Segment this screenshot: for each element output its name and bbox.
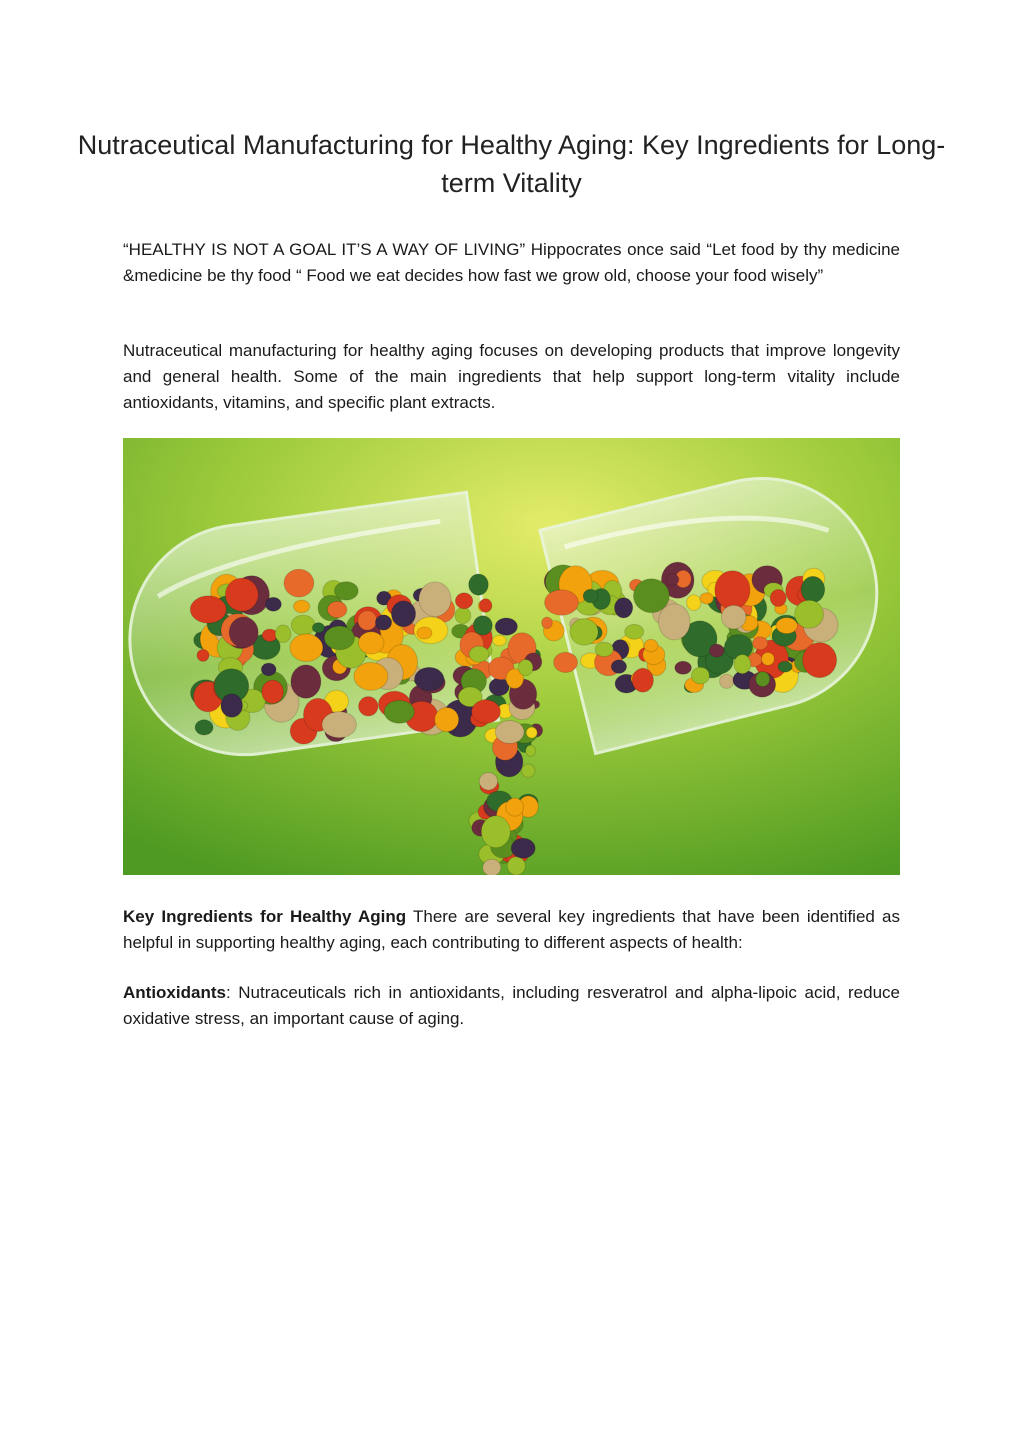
fruit-piece: [495, 618, 517, 635]
fruit-piece: [415, 667, 444, 690]
fruit-piece: [526, 745, 536, 756]
quote-paragraph: “HEALTHY IS NOT A GOAL IT’S A WAY OF LIVING” Hippocrates once said “Let food by thy medicine &medicine be thy food “ Food we eat decides how fast we grow old, choose your food wisely”: [123, 240, 900, 285]
fruit-piece: [312, 623, 324, 633]
fruit-piece: [721, 605, 746, 629]
fruit-piece: [384, 700, 414, 723]
fruit-piece: [190, 596, 226, 623]
fruit-piece: [776, 618, 797, 634]
fruit-piece: [291, 615, 315, 635]
fruit-piece: [554, 652, 578, 672]
fruit-piece: [666, 574, 679, 586]
fruit-piece: [542, 617, 553, 628]
fruit-piece: [419, 582, 451, 617]
key-ingredients-paragraph: [123, 904, 900, 956]
antioxidants-text: Nutraceuticals rich in antioxidants, including resveratrol and alpha-lipoic acid, reduce oxidative stress, an important cause of aging.: [123, 983, 900, 1028]
fruit-piece: [225, 578, 258, 611]
fruit-piece: [659, 604, 691, 640]
fruit-piece: [358, 632, 384, 654]
fruit-piece: [570, 619, 598, 646]
capsule-fruits-image: [123, 438, 900, 875]
fruit-piece: [615, 598, 633, 618]
fruit-piece: [709, 644, 724, 657]
fruit-piece: [375, 615, 391, 630]
key-ingredients-text: There are several key ingredients that have been identified as helpful in supporting healthy aging, each contributing to different aspects of health:: [123, 907, 900, 952]
fruit-piece: [632, 668, 653, 692]
antioxidants-term: Antioxidants: [123, 983, 226, 1002]
fruit-piece: [455, 593, 472, 609]
fruit-piece: [511, 838, 535, 858]
fruit-piece: [634, 579, 670, 613]
fruit-piece: [469, 574, 489, 595]
fruit-piece: [493, 635, 507, 646]
fruit-piece: [455, 607, 471, 623]
fruit-piece: [691, 667, 709, 684]
fruit-piece: [521, 764, 535, 777]
fruit-piece: [770, 590, 786, 607]
fruit-piece: [495, 721, 524, 744]
fruit-piece: [734, 655, 751, 674]
fruit-piece: [507, 857, 525, 875]
fruit-piece: [778, 661, 792, 672]
fruit-piece: [275, 625, 291, 643]
fruit-piece: [359, 697, 378, 716]
fruit-piece: [720, 674, 734, 688]
fruit-piece: [611, 660, 626, 673]
fruit-piece: [284, 569, 314, 597]
fruit-piece: [756, 672, 770, 687]
fruit-piece: [221, 694, 243, 717]
page-title: Nutraceutical Manufacturing for Healthy Aging: Key Ingredients for Long-term Vitality: [77, 130, 946, 198]
fruit-piece: [687, 595, 701, 611]
fruit-piece: [700, 593, 713, 604]
fruit-piece: [644, 639, 658, 651]
fruit-piece: [195, 720, 213, 735]
fruit-piece: [625, 624, 644, 639]
antioxidants-paragraph: [123, 980, 900, 1032]
fruit-piece: [803, 643, 837, 678]
fruit-piece: [762, 652, 775, 665]
fruit-piece: [801, 576, 825, 602]
fruit-piece: [479, 773, 497, 791]
antioxidants-separator: :: [225, 983, 231, 1002]
fruit-piece: [595, 642, 613, 656]
fruit-piece: [322, 712, 356, 738]
fruit-piece: [261, 663, 276, 676]
fruit-piece: [583, 589, 598, 603]
fruit-piece: [417, 627, 432, 639]
fruit-piece: [265, 597, 281, 611]
fruit-piece: [481, 816, 510, 848]
fruit-piece: [435, 708, 459, 732]
fruit-piece: [229, 617, 258, 648]
fruit-piece: [479, 599, 491, 612]
fruit-piece: [324, 626, 354, 650]
fruit-piece: [506, 798, 524, 816]
fruit-piece: [715, 571, 750, 610]
fruit-piece: [354, 663, 388, 691]
fruit-piece: [290, 634, 323, 662]
fruit-piece: [545, 590, 579, 615]
fruit-piece: [262, 680, 284, 703]
fruit-piece: [795, 600, 824, 628]
fruit-piece: [472, 700, 501, 723]
fruit-piece: [753, 637, 768, 650]
fruit-piece: [675, 661, 692, 674]
fruit-piece: [291, 665, 321, 698]
fruit-piece: [469, 646, 489, 662]
intro-paragraph: Nutraceutical manufacturing for healthy aging focuses on developing products that improve longevity and general health. Some of the main ingredients that help support long-term vitality include antioxidants, vitamins, and specific plant extracts.: [123, 341, 900, 412]
fruit-piece: [526, 727, 537, 738]
fruit-piece: [518, 660, 533, 676]
fruit-piece: [473, 616, 492, 635]
fruit-piece: [391, 601, 415, 627]
fruit-piece: [197, 649, 209, 661]
fruit-piece: [358, 611, 377, 631]
fruit-piece: [328, 601, 347, 617]
fruit-piece: [294, 600, 310, 613]
fruit-piece: [483, 859, 501, 875]
key-ingredients-heading: Key Ingredients for Healthy Aging: [123, 907, 407, 926]
